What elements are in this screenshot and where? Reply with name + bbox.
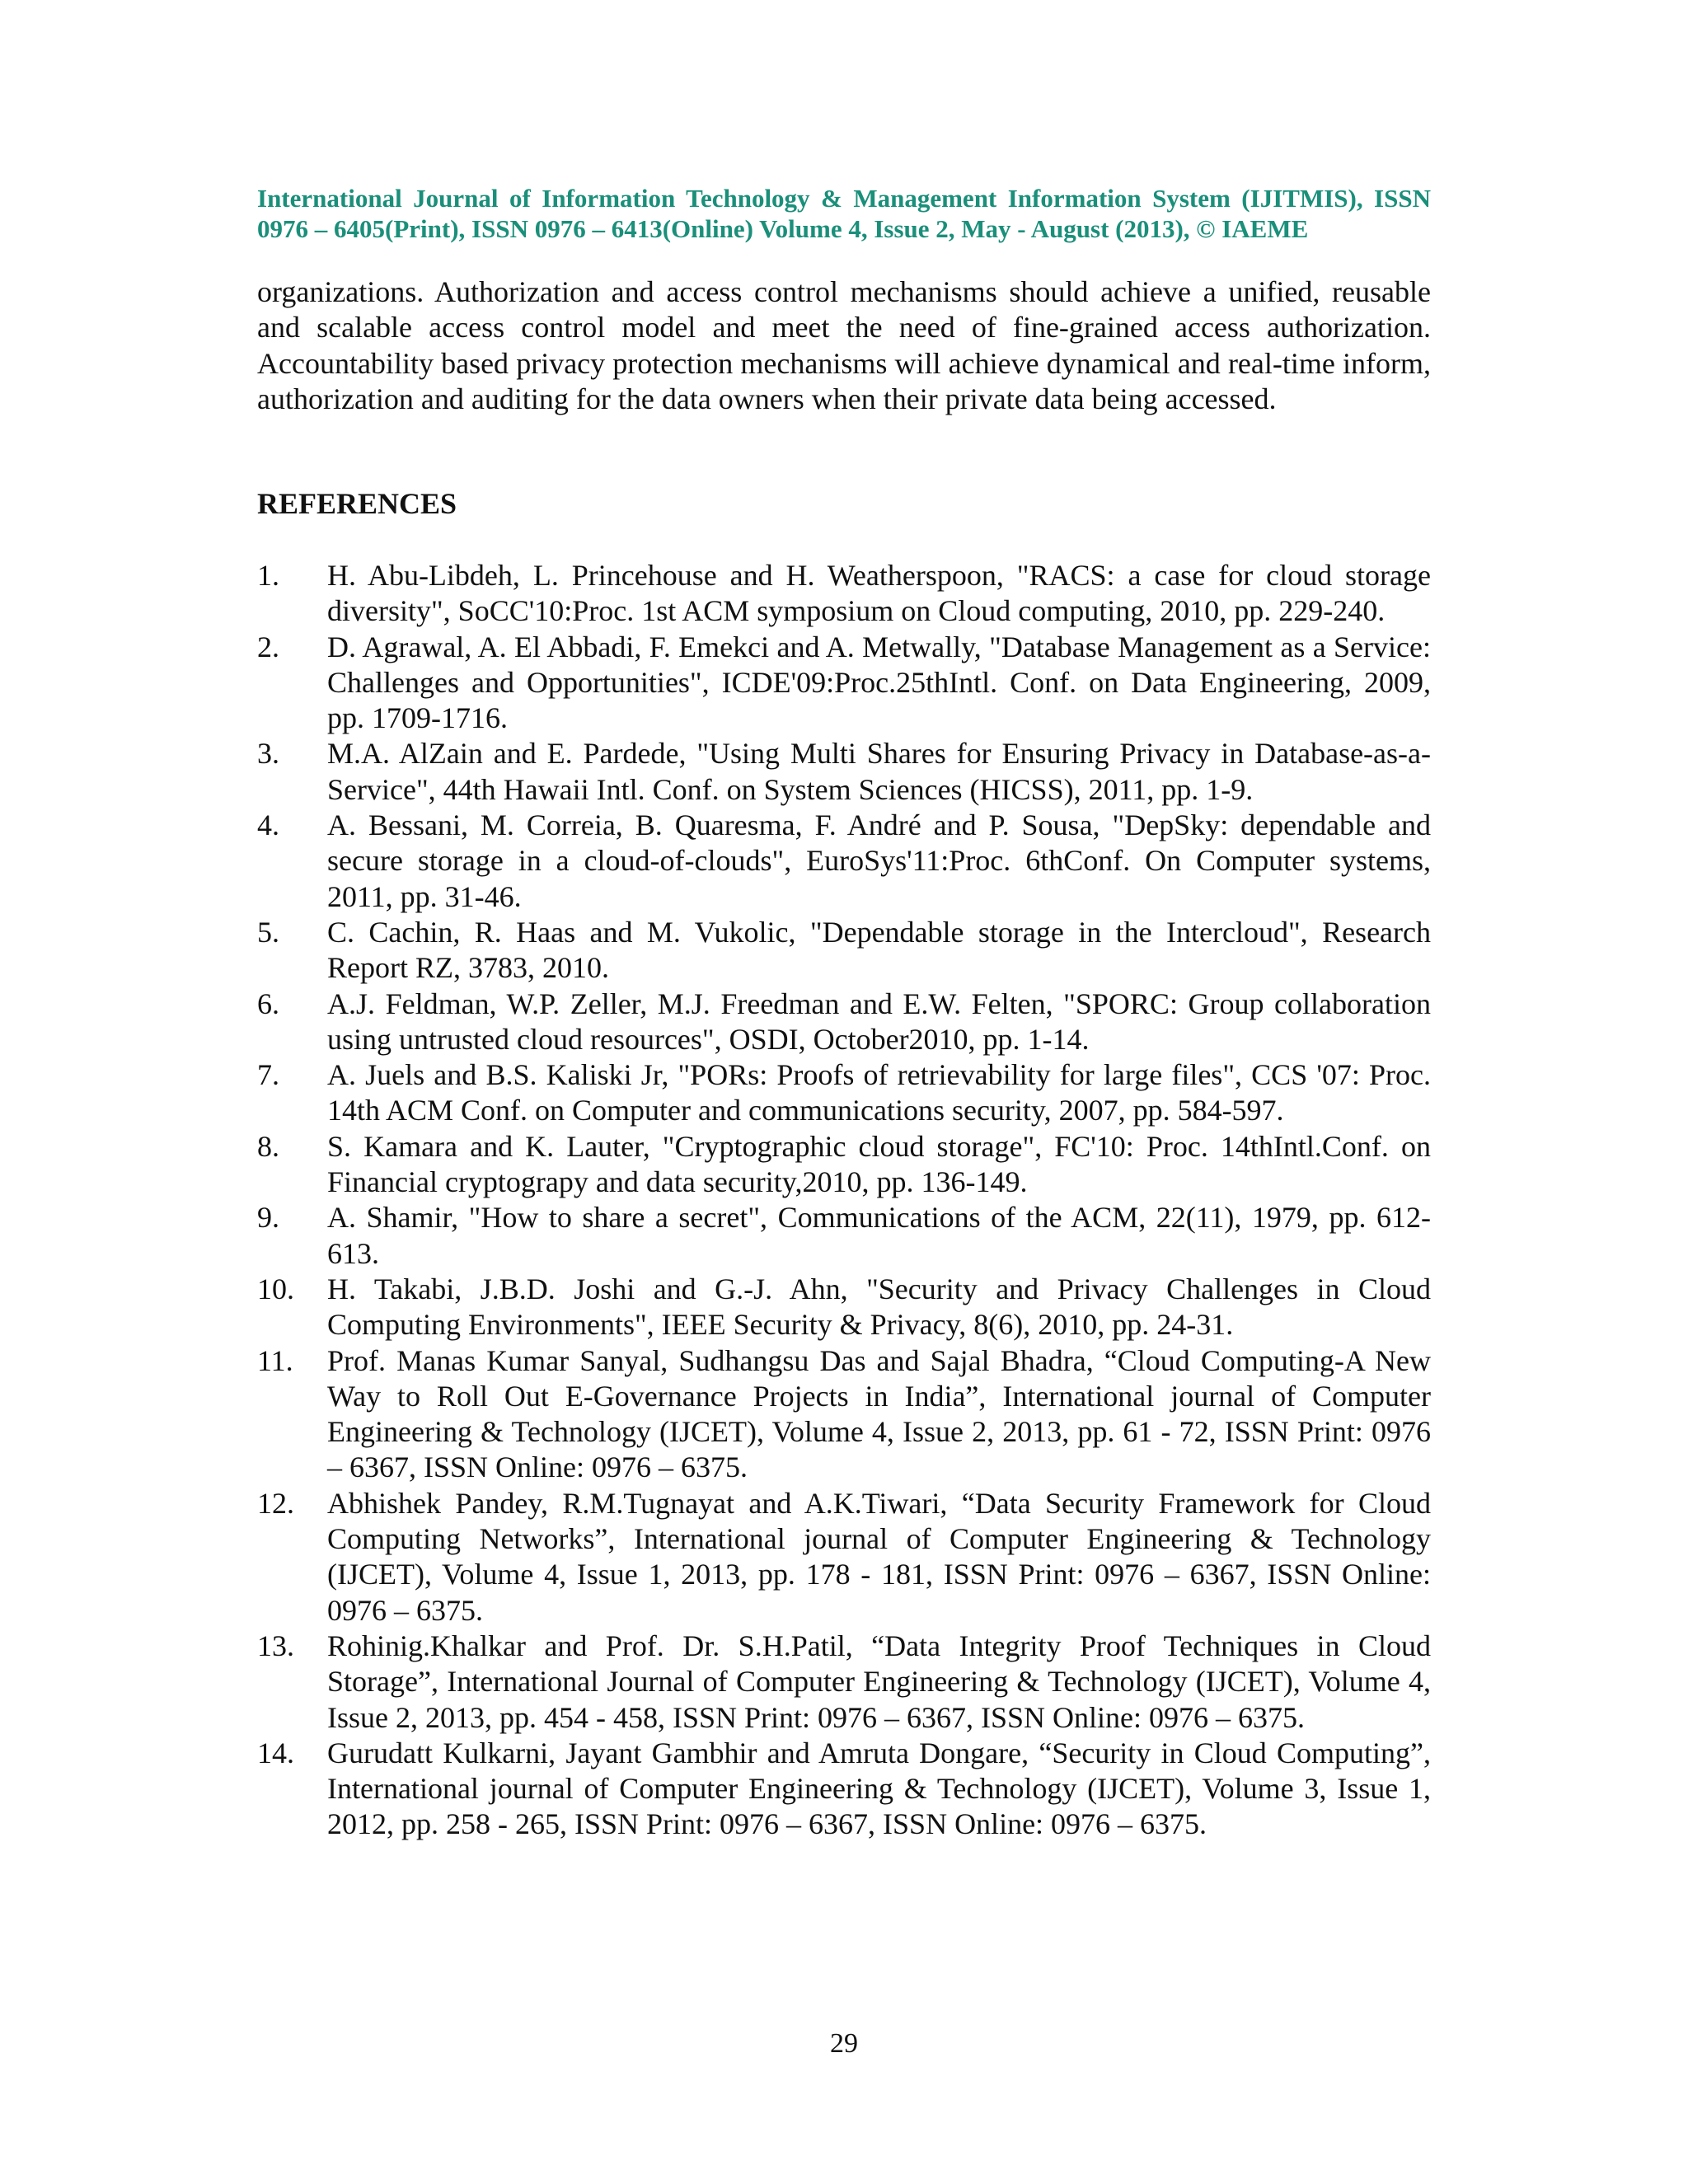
reference-text: Rohinig.Khalkar and Prof. Dr. S.H.Patil, “Data Integrity Proof Techniques in Cloud Storage”, International Journal of Computer Engineering & Technology (IJCET), Volume 4, Issue 2, 2013, pp. 454 - 458, ISSN Print: 0976 – 6367, ISSN Online: 0976 – 6375. bbox=[327, 1629, 1431, 1734]
reference-text: H. Abu-Libdeh, L. Princehouse and H. Weatherspoon, "RACS: a case for cloud storage diversity", SoCC'10:Proc. 1st ACM symposium on Cloud computing, 2010, pp. 229-240. bbox=[327, 559, 1431, 628]
reference-number: 6. bbox=[257, 987, 279, 1020]
reference-number: 3. bbox=[257, 737, 279, 771]
references-list bbox=[257, 558, 1431, 1843]
reference-text: A. Juels and B.S. Kaliski Jr, "PORs: Proofs of retrievability for large files", CCS '07: Proc. 14th ACM Conf. on Computer and communications security, 2007, pp. 584-597. bbox=[327, 1058, 1431, 1127]
reference-item-6 bbox=[257, 987, 1431, 1058]
reference-item-13 bbox=[257, 1629, 1431, 1736]
reference-item-8 bbox=[257, 1129, 1431, 1201]
reference-number: 11. bbox=[257, 1343, 293, 1377]
reference-text: A. Shamir, "How to share a secret", Communications of the ACM, 22(11), 1979, pp. 612-613. bbox=[327, 1201, 1431, 1270]
reference-item-10 bbox=[257, 1272, 1431, 1343]
reference-text: A.J. Feldman, W.P. Zeller, M.J. Freedman and E.W. Felten, "SPORC: Group collaboration using untrusted cloud resources", OSDI, October2010, pp. 1-14. bbox=[327, 987, 1431, 1056]
reference-item-12 bbox=[257, 1486, 1431, 1629]
reference-number: 14. bbox=[257, 1736, 294, 1769]
reference-number: 5. bbox=[257, 915, 279, 949]
reference-item-3 bbox=[257, 736, 1431, 808]
reference-text: Abhishek Pandey, R.M.Tugnayat and A.K.Tiwari, “Data Security Framework for Cloud Computing Networks”, International journal of Computer Engineering & Technology (IJCET), Volume 4, Issue 1, 2013, pp. 178 - 181, ISSN Print: 0976 – 6367, ISSN Online: 0976 – 6375. bbox=[327, 1486, 1431, 1627]
journal-header bbox=[257, 183, 1431, 244]
journal-header-line-2: 0976 – 6405(Print), ISSN 0976 – 6413(Online) Volume 4, Issue 2, May - August (2013), © IAEME bbox=[257, 214, 1309, 243]
reference-item-4 bbox=[257, 808, 1431, 915]
reference-number: 7. bbox=[257, 1058, 279, 1092]
reference-number: 4. bbox=[257, 808, 279, 842]
reference-number: 1. bbox=[257, 559, 279, 592]
references-heading: REFERENCES bbox=[257, 487, 457, 520]
intro-paragraph: organizations. Authorization and access control mechanisms should achieve a unified, reusable and scalable access control model and meet the need of fine-grained access authorization. Accountability based privacy protection mechanisms will achieve dynamical and real-time inform, authorization and auditing for the data owners when their private data being accessed. bbox=[257, 275, 1431, 415]
reference-text: S. Kamara and K. Lauter, "Cryptographic cloud storage", FC'10: Proc. 14thIntl.Conf. on Financial cryptograpy and data security,2010, pp. 136-149. bbox=[327, 1129, 1431, 1199]
reference-item-2 bbox=[257, 630, 1431, 737]
reference-text: H. Takabi, J.B.D. Joshi and G.-J. Ahn, "Security and Privacy Challenges in Cloud Computing Environments", IEEE Security & Privacy, 8(6), 2010, pp. 24-31. bbox=[327, 1272, 1431, 1342]
reference-item-14 bbox=[257, 1736, 1431, 1843]
reference-text: Prof. Manas Kumar Sanyal, Sudhangsu Das and Sajal Bhadra, “Cloud Computing-A New Way to Roll Out E-Governance Projects in India”, International journal of Computer Engineering & Technology (IJCET), Volume 4, Issue 2, 2013, pp. 61 - 72, ISSN Print: 0976 – 6367, ISSN Online: 0976 – 6375. bbox=[327, 1343, 1431, 1484]
reference-number: 2. bbox=[257, 630, 279, 663]
reference-text: M.A. AlZain and E. Pardede, "Using Multi Shares for Ensuring Privacy in Database-as-a-Service", 44th Hawaii Intl. Conf. on System Sciences (HICSS), 2011, pp. 1-9. bbox=[327, 737, 1431, 806]
reference-text: D. Agrawal, A. El Abbadi, F. Emekci and A. Metwally, "Database Management as a Service: Challenges and Opportunities", ICDE'09:Proc.25thIntl. Conf. on Data Engineering, 2009, pp. 1709-1716. bbox=[327, 630, 1431, 735]
reference-item-5 bbox=[257, 915, 1431, 987]
reference-text: Gurudatt Kulkarni, Jayant Gambhir and Amruta Dongare, “Security in Cloud Computing”, International journal of Computer Engineering & Technology (IJCET), Volume 3, Issue 1, 2012, pp. 258 - 265, ISSN Print: 0976 – 6367, ISSN Online: 0976 – 6375. bbox=[327, 1736, 1431, 1841]
reference-item-7 bbox=[257, 1057, 1431, 1129]
reference-number: 12. bbox=[257, 1486, 294, 1520]
reference-number: 13. bbox=[257, 1629, 294, 1662]
page-number: 29 bbox=[830, 2028, 858, 2059]
reference-item-1 bbox=[257, 558, 1431, 630]
reference-item-9 bbox=[257, 1200, 1431, 1272]
reference-item-11 bbox=[257, 1343, 1431, 1486]
journal-header-line-1: International Journal of Information Technology & Management Information System (IJITMIS), ISSN bbox=[257, 184, 1431, 213]
reference-number: 8. bbox=[257, 1129, 279, 1163]
reference-number: 9. bbox=[257, 1201, 279, 1235]
reference-number: 10. bbox=[257, 1272, 294, 1305]
reference-text: A. Bessani, M. Correia, B. Quaresma, F. André and P. Sousa, "DepSky: dependable and secure storage in a cloud-of-clouds", EuroSys'11:Proc. 6thConf. On Computer systems, 2011, pp. 31-46. bbox=[327, 808, 1431, 913]
reference-text: C. Cachin, R. Haas and M. Vukolic, "Dependable storage in the Intercloud", Research Report RZ, 3783, 2010. bbox=[327, 915, 1431, 985]
